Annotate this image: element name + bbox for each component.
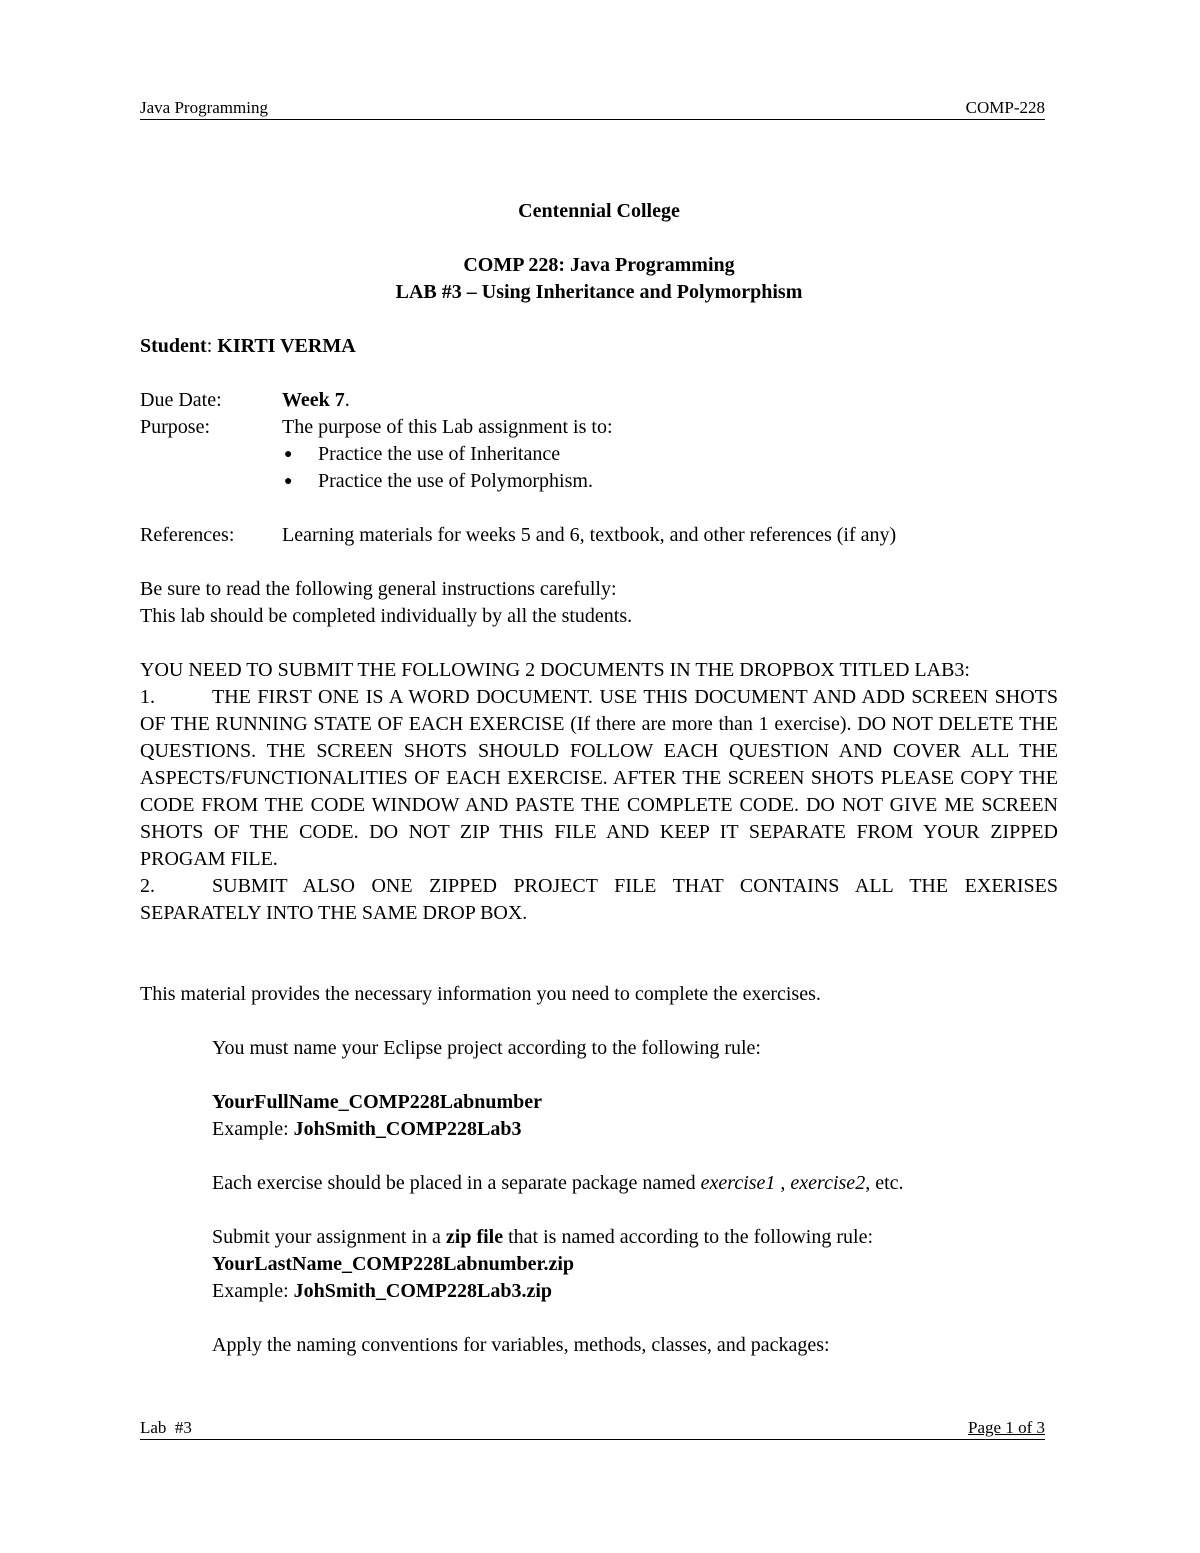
student-label: Student	[140, 335, 207, 357]
college-title: Centennial College	[518, 200, 680, 222]
submit-item-text: SUBMIT ALSO ONE ZIPPED PROJECT FILE THAT CONTAINS ALL THE EXERISES SEPARATELY INTO THE SAME DROP BOX.	[140, 875, 1058, 924]
student-sep: :	[206, 335, 218, 357]
zip-example-label: Example:	[212, 1280, 294, 1302]
naming-rule: YourFullName_COMP228Labnumber	[212, 1091, 542, 1113]
purpose-intro: The purpose of this Lab assignment is to:	[282, 416, 613, 438]
page-header	[140, 98, 1045, 120]
submit-heading: YOU NEED TO SUBMIT THE FOLLOWING 2 DOCUMENTS IN THE DROPBOX TITLED LAB3:	[140, 659, 970, 681]
packages-post: , etc.	[865, 1172, 904, 1194]
header-left: Java Programming	[140, 98, 268, 117]
material-line: This material provides the necessary information you need to complete the exercises.	[140, 983, 821, 1005]
due-date-row	[140, 387, 1058, 414]
submit-item-text: THE FIRST ONE IS A WORD DOCUMENT. USE THIS DOCUMENT AND ADD SCREEN SHOTS OF THE RUNNING STATE OF EACH EXERCISE (If there are more than 1 exercise). DO NOT DELETE THE QUESTIONS. THE SCREEN SHOTS SHOULD FOLLOW EACH QUESTION AND COVER ALL THE ASPECTS/FUNCTIONALITIES OF EACH EXERCISE. AFTER THE SCREEN SHOTS PLEASE COPY THE CODE FROM THE CODE WINDOW AND PASTE THE COMPLETE CODE. DO NOT GIVE ME SCREEN SHOTS OF THE CODE. DO NOT ZIP THIS FILE AND KEEP IT SEPARATE FROM YOUR ZIPPED PROGAM FILE.	[140, 686, 1058, 870]
packages-line	[140, 1170, 1058, 1197]
submit-item-number: 2.	[140, 875, 155, 897]
header-right: COMP-228	[965, 98, 1045, 117]
zip-example-value: JohSmith_COMP228Lab3.zip	[293, 1280, 552, 1302]
purpose-row	[140, 414, 1058, 495]
zip-line	[140, 1224, 1058, 1251]
package-exercise1: exercise1	[700, 1172, 776, 1194]
footer-left: Lab #3	[140, 1418, 192, 1437]
due-date-label: Due Date:	[140, 389, 222, 411]
submit-item-2	[140, 873, 1058, 927]
zip-pre: Submit your assignment in a	[212, 1226, 446, 1248]
student-name: KIRTI VERMA	[217, 335, 356, 357]
references-value: Learning materials for weeks 5 and 6, textbook, and other references (if any)	[282, 524, 897, 546]
naming-intro: You must name your Eclipse project according to the following rule:	[212, 1037, 761, 1059]
page-footer	[140, 1418, 1045, 1440]
document-body	[140, 198, 1058, 1359]
submit-item-number: 1.	[140, 686, 155, 708]
purpose-item: ● Practice the use of Inheritance	[282, 441, 613, 468]
zip-bold: zip file	[445, 1226, 504, 1248]
naming-example	[140, 1116, 1058, 1143]
purpose-list	[282, 441, 613, 495]
zip-rule: YourLastName_COMP228Labnumber.zip	[212, 1253, 575, 1275]
conventions-line: Apply the naming conventions for variables, methods, classes, and packages:	[212, 1334, 830, 1356]
naming-example-value: JohSmith_COMP228Lab3	[293, 1118, 522, 1140]
references-row	[140, 522, 1058, 549]
due-date-value: Week 7	[282, 389, 345, 411]
course-title: COMP 228: Java Programming	[463, 254, 735, 276]
purpose-label: Purpose:	[140, 416, 210, 438]
instructions-line-1: Be sure to read the following general instructions carefully:	[140, 578, 617, 600]
naming-example-label: Example:	[212, 1118, 294, 1140]
purpose-item: ● Practice the use of Polymorphism.	[282, 468, 613, 495]
student-line	[140, 333, 1058, 360]
zip-example	[140, 1278, 1058, 1305]
instructions-line-2: This lab should be completed individually by all the students.	[140, 605, 633, 627]
packages-pre: Each exercise should be placed in a separate package named	[212, 1172, 701, 1194]
zip-post: that is named according to the following rule:	[503, 1226, 874, 1248]
footer-page-number: Page 1 of 3	[968, 1418, 1045, 1437]
packages-mid: ,	[775, 1172, 791, 1194]
package-exercise2: exercise2	[790, 1172, 866, 1194]
due-date-dot: .	[344, 389, 350, 411]
submit-item-1	[140, 684, 1058, 873]
references-label: References:	[140, 524, 235, 546]
lab-title: LAB #3 – Using Inheritance and Polymorphism	[395, 281, 803, 303]
